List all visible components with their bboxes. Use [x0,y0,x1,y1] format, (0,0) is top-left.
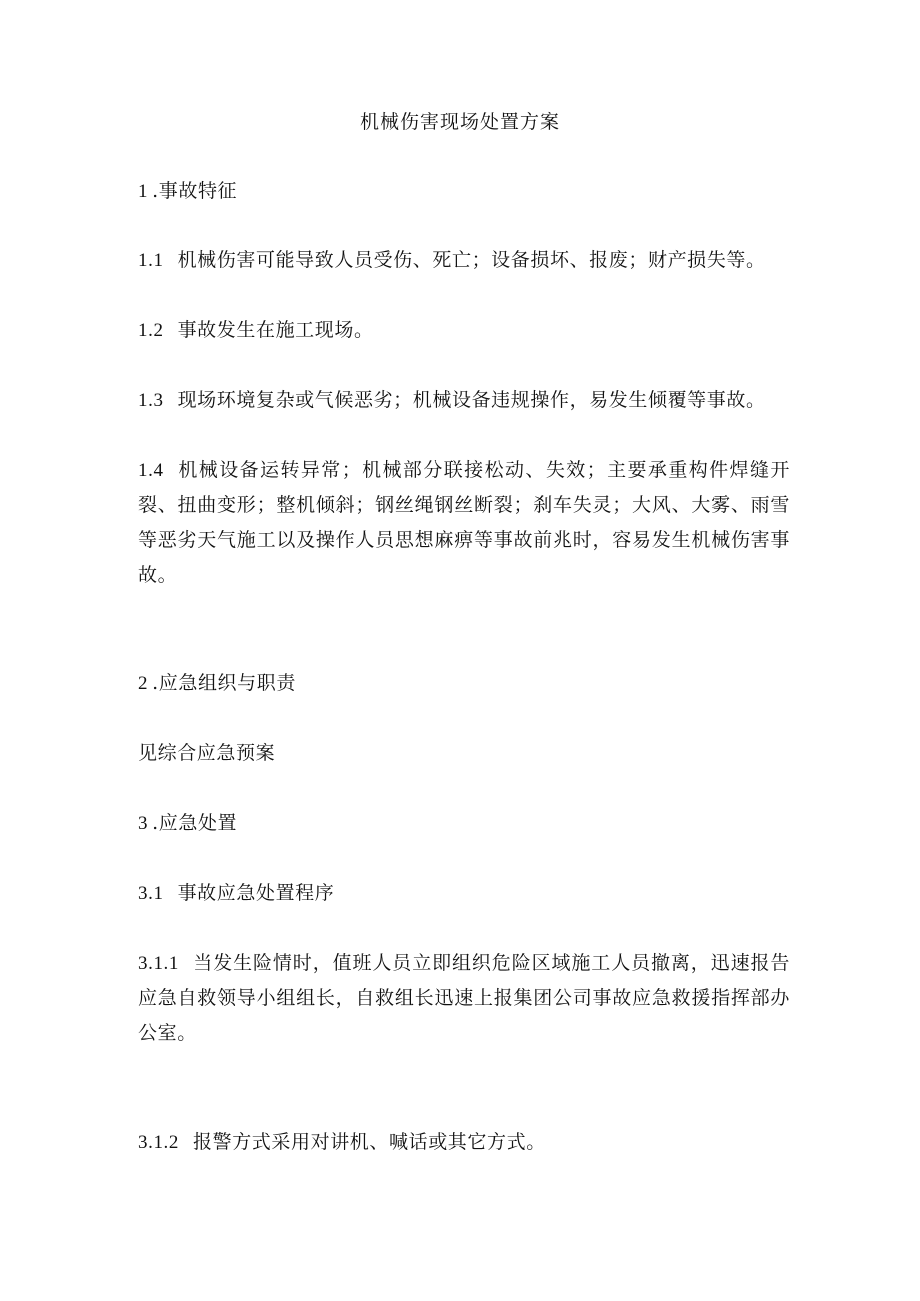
section-heading-3 [138,806,790,841]
section-heading-2 [138,666,790,701]
section-text: .应急组织与职责 [152,672,296,694]
section-text: 机械设备运转异常；机械部分联接松动、失效；主要承重构件焊缝开裂、扭曲变形；整机倾斜；钢丝绳钢丝断裂；刹车失灵；大风、大雾、雨雪等恶劣天气施工以及操作人员思想麻痹等事故前兆时，容易发生机械伤害事故。 [138,459,790,586]
section-number: 3 [138,813,149,834]
section-text: 现场环境复杂或气候恶劣；机械设备违规操作，易发生倾覆等事故。 [177,389,766,411]
section-text: 当发生险情时，值班人员立即组织危险区域施工人员撤离，迅速报告应急自救领导小组组长，自救组长迅速上报集团公司事故应急救援指挥部办公室。 [138,952,790,1044]
section-number: 3.1 [138,883,164,904]
section-number: 3.1.1 [138,953,179,974]
section-number: 1.2 [138,320,164,341]
section-number: 1.4 [138,460,164,481]
section-text: 事故应急处置程序 [177,882,335,904]
section-number: 1 [138,181,149,202]
section-number: 1.1 [138,250,164,271]
paragraph-1-4 [138,453,790,593]
section-text: 见综合应急预案 [138,742,276,764]
section-number: 3.1.2 [138,1132,179,1153]
paragraph-3-1 [138,876,790,911]
section-number: 1.3 [138,390,164,411]
paragraph-1-2 [138,313,790,348]
section-text: 机械伤害可能导致人员受伤、死亡；设备损坏、报废；财产损失等。 [177,249,766,271]
paragraph-3-1-1 [138,946,790,1051]
section-heading-1 [138,174,790,209]
document-title: 机械伤害现场处置方案 [359,111,560,133]
section-text: 事故发生在施工现场。 [177,319,374,341]
section-text: .应急处置 [152,812,238,834]
section-text: 报警方式采用对讲机、喊话或其它方式。 [193,1131,546,1153]
paragraph-1-1 [138,243,790,278]
paragraph-2-body [138,736,790,771]
section-number: 2 [138,673,149,694]
paragraph-3-1-2 [138,1125,790,1160]
section-text: .事故特征 [152,180,238,202]
paragraph-1-3 [138,383,790,418]
